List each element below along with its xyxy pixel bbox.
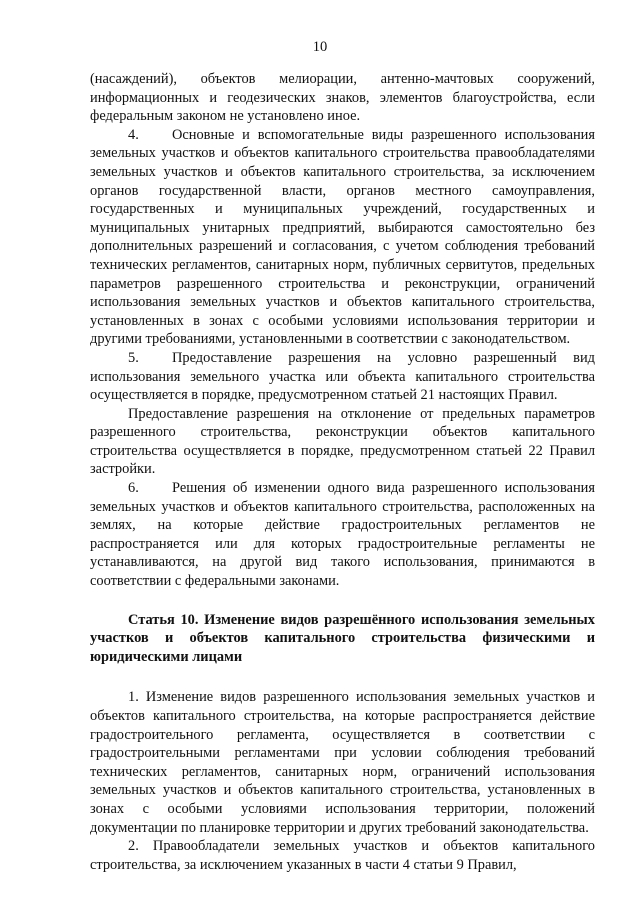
paragraph-text: Предоставление разрешения на отклонение от предельных параметров разрешенного строительства, реконструкции объектов капитального строительства осуществляется в порядке, предусмотренном статьей 22 Правил застройки. bbox=[90, 405, 595, 478]
page-number: 10 bbox=[312, 39, 328, 55]
paragraph-article10-2 bbox=[90, 837, 595, 874]
paragraph-text: Основные и вспомогательные виды разрешенного использования земельных участков и объектов капитального строительства правообладателями земельных участков и объектов капитального строительства, за исключением органов государственной власти, органов местного самоуправления, государственных и муниципальных учреждений, государственных и муниципальных унитарных предприятий, выбираются самостоятельно без дополнительных разрешений и согласования, с учетом соблюдения требований технических регламентов, санитарных норм, публичных сервитутов, предельных параметров разрешенного строительства и реконструкции, ограничений использования земельных участков и объектов капитального строительства, установленных в зонах с особыми условиями использования территории и другими требованиями, установленными в соответствии с законодательством. bbox=[90, 126, 595, 348]
paragraph-item-5 bbox=[90, 349, 595, 405]
paragraph-deviation bbox=[90, 405, 595, 479]
paragraph-item-4 bbox=[90, 126, 595, 349]
item-number: 5. bbox=[128, 349, 139, 366]
paragraph-text: (насаждений), объектов мелиорации, антенно-мачтовых сооружений, информационных и геодезических знаков, элементов благоустройства, если федеральным законом не установлено иное. bbox=[90, 71, 595, 125]
document-body bbox=[90, 70, 595, 874]
item-number: 6. bbox=[128, 480, 139, 497]
paragraph-item-6 bbox=[90, 479, 595, 591]
paragraph-article10-1 bbox=[90, 688, 595, 837]
paragraph-text: 2. Правообладатели земельных участков и объектов капитального строительства, за исключением указанных в части 4 статьи 9 Правил, bbox=[90, 838, 595, 873]
paragraph-text: Решения об изменении одного вида разрешенного использования земельных участков и объектов капитального строительства, расположенных на землях, на которые действие градостроительных регламентов не распространяется или для которых градостроительные регламенты не устанавливаются, на другой вид такого использования, принимаются в соответствии с федеральными законами. bbox=[90, 480, 595, 590]
paragraph-text: 1. Изменение видов разрешенного использования земельных участков и объектов капитального строительства, на которые распространяется действие градостроительного регламента, осуществляется в соответствии с градостроительными регламентами при условии соблюдения требований технических регламентов, санитарных норм, ограничений использования земельных участков и объектов капитального строительства, установленных в зонах с особыми условиями использования территории, положений документации по планировке территории и других требований законодательства. bbox=[90, 689, 595, 836]
paragraph-continuation bbox=[90, 70, 595, 126]
article-heading: Статья 10. Изменение видов разрешённого использования земельных участков и объектов капитального строительства физическими и юридическими лицами bbox=[90, 611, 595, 665]
item-number: 4. bbox=[128, 126, 139, 143]
paragraph-text: Предоставление разрешения на условно разрешенный вид использования земельного участка или объекта капитального строительства осуществляется в порядке, предусмотренном статьей 21 настоящих Правил. bbox=[90, 349, 595, 404]
